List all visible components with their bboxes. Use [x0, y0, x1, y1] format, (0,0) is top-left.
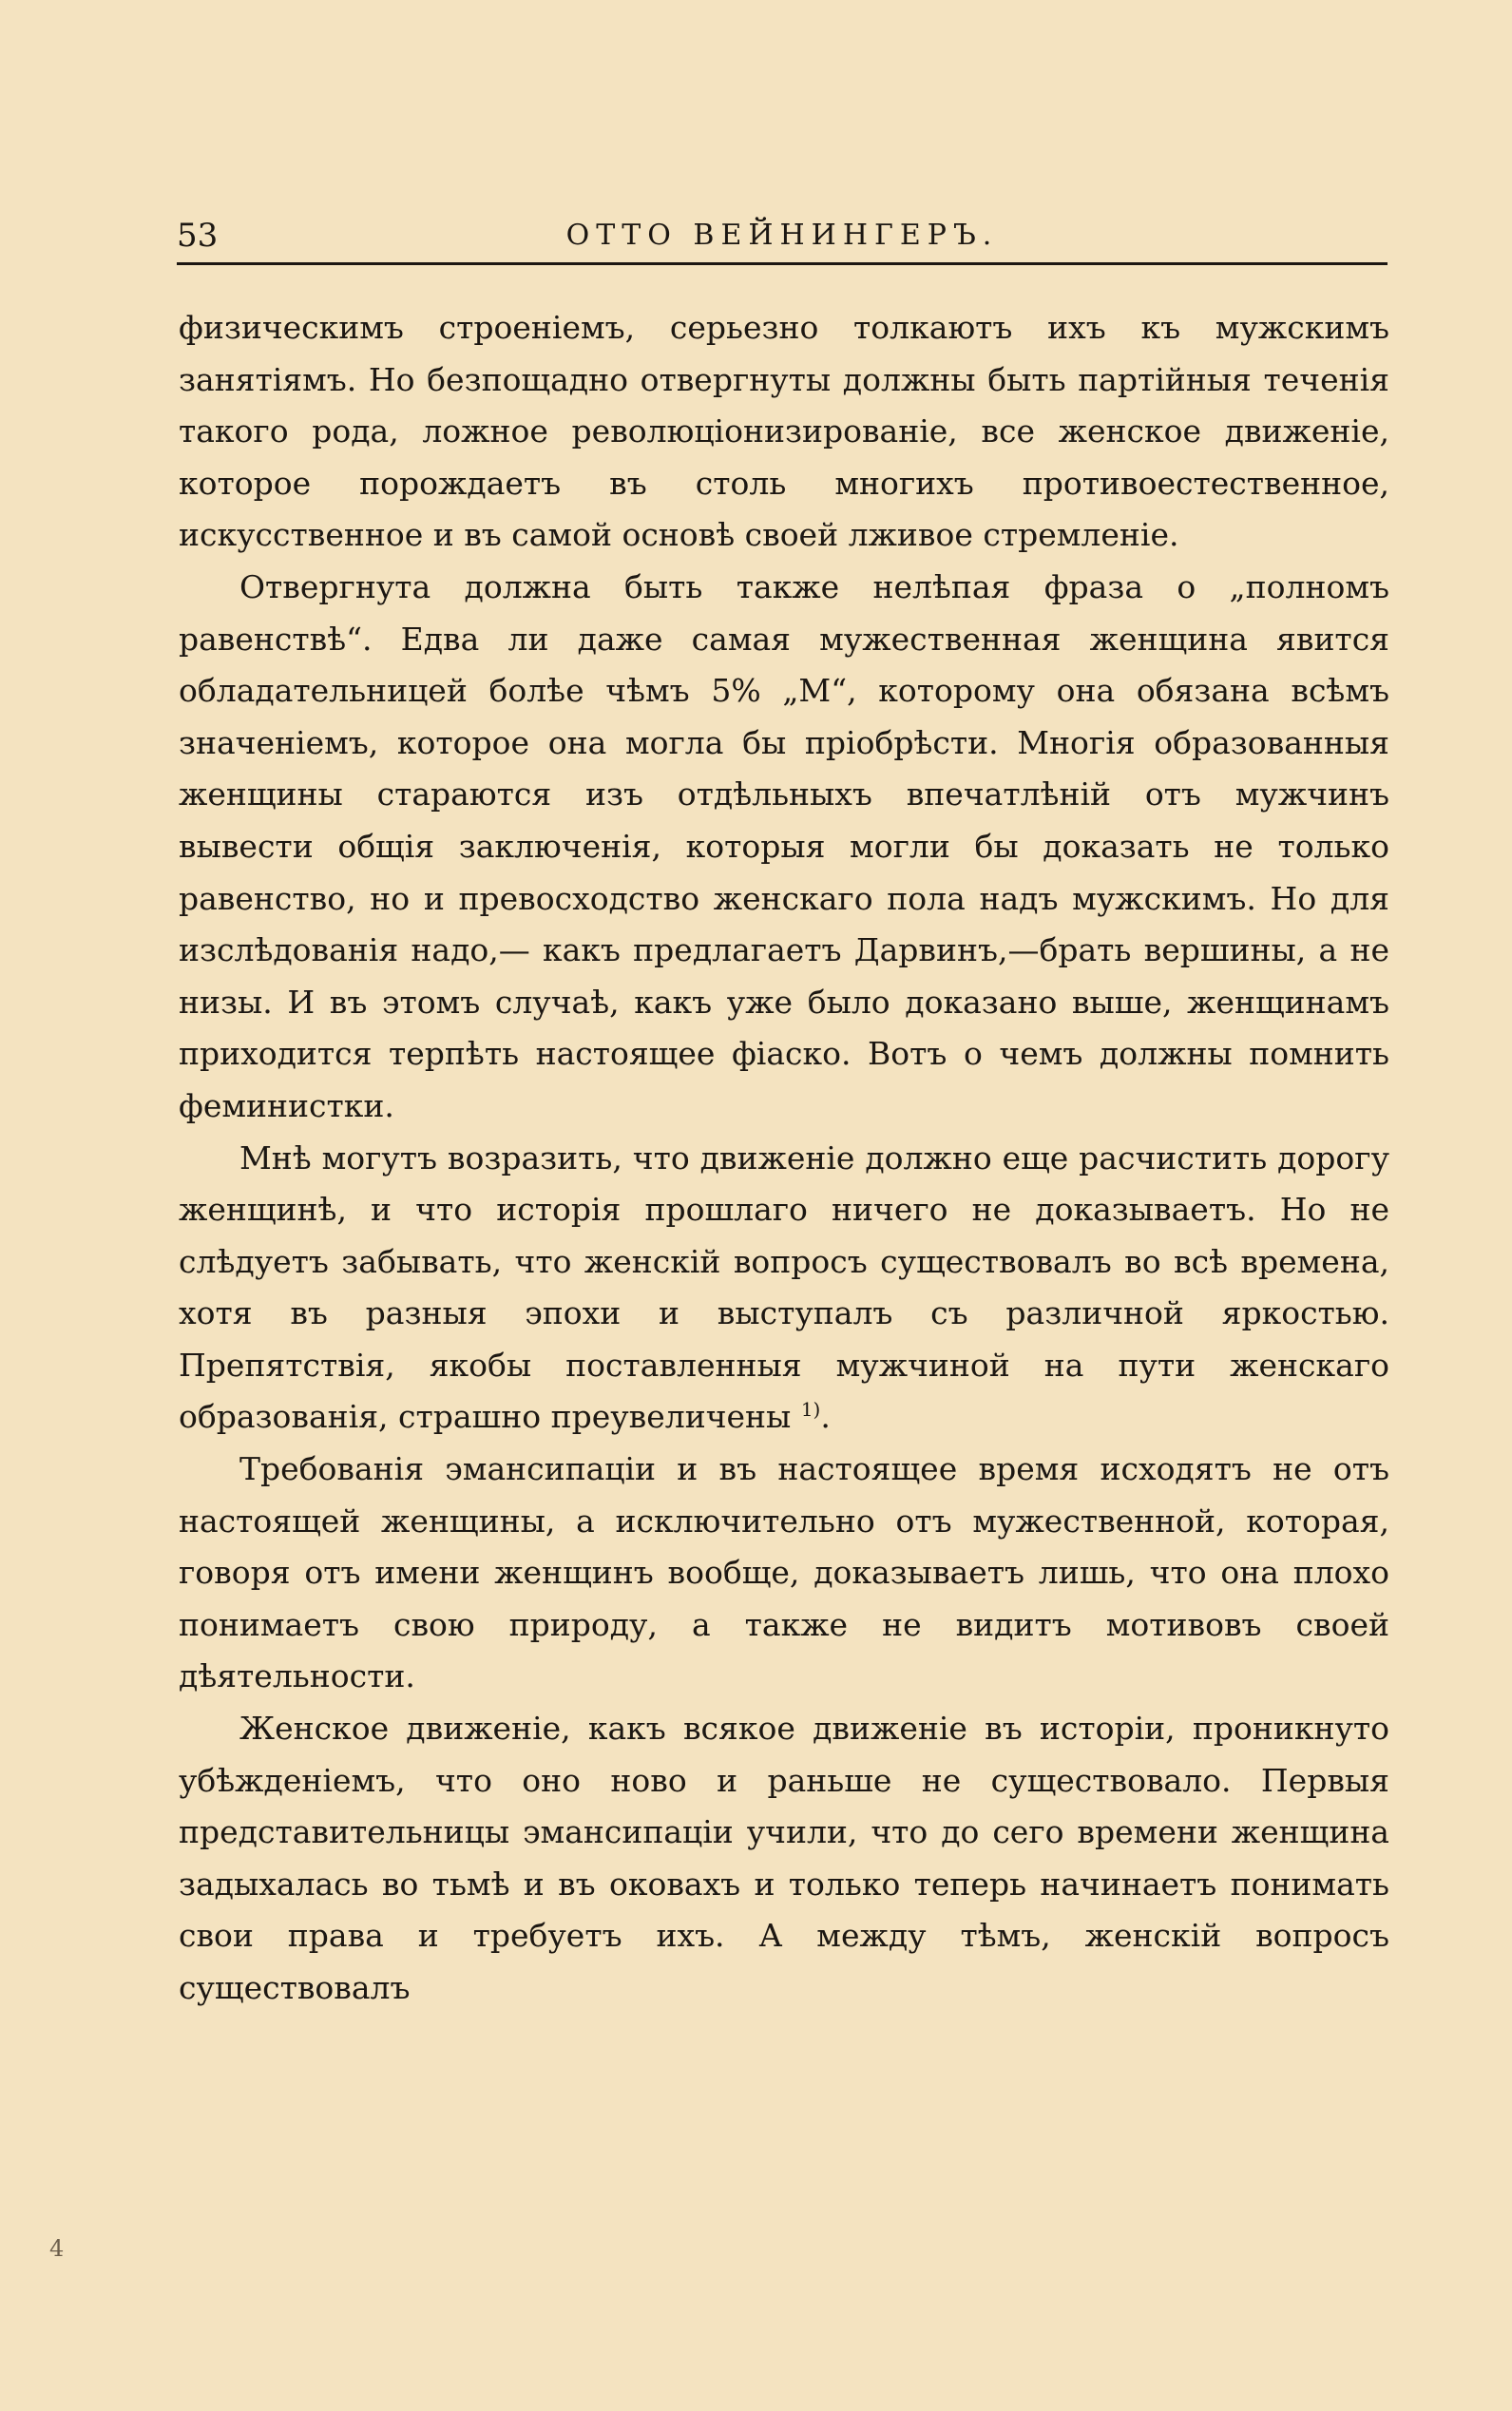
- paragraph-2: Отвергнута должна быть также нелѣпая фраза о „полномъ равенствѣ“. Едва ли даже самая мужественная женщина явится обладательницей болѣе чѣмъ 5% „М“, которому она обязана всѣмъ значеніемъ, которое она могла бы пріобрѣсти. Многія образованныя женщины стараются изъ отдѣльныхъ впечатлѣній отъ мужчинъ вывести общія заключенія, которыя могли бы доказать не только равенство, но и превосходство женскаго пола надъ мужскимъ. Но для изслѣдованія надо,— какъ предлагаетъ Дарвинъ,—брать вершины, а не низы. И въ этомъ случаѣ, какъ уже было доказано выше, женщинамъ приходится терпѣть настоящее фіаско. Вотъ о чемъ должны помнить феминистки.: [179, 567, 1389, 1124]
- paragraph-4: Требованія эмансипаціи и въ настоящее время исходятъ не отъ настоящей женщины, а исключительно отъ мужественной, которая, говоря отъ имени женщинъ вообще, доказываетъ лишь, что она плохо понимаетъ свою природу, а также не видитъ мотивовъ своей дѣятельности.: [179, 1450, 1389, 1695]
- paragraph-5: Женское движеніе, какъ всякое движеніе въ исторіи, проникнуто убѣжденіемъ, что оно ново и раньше не существовало. Первыя представительницы эмансипаціи учили, что до сего времени женщина задыхалась во тьмѣ и въ оковахъ и только теперь начинаетъ понимать свои права и требуетъ ихъ. А между тѣмъ, женскій вопросъ существовалъ: [179, 1710, 1389, 2006]
- running-title: ОТТО ВЕЙНИНГЕРЪ.: [565, 219, 999, 252]
- paragraph-1: физическимъ строеніемъ, серьезно толкаютъ ихъ къ мужскимъ занятіямъ. Но безпощадно отвергнуты должны быть партійныя теченія такого рода, ложное революціонизированіе, все женское движеніе, которое порождаетъ въ столь многихъ противоестественное, искусственное и въ самой основѣ своей лживое стремленіе.: [179, 309, 1389, 554]
- page-number: 53: [177, 217, 219, 255]
- footnote-reference: 1): [800, 1398, 821, 1422]
- paragraph-3: Мнѣ могутъ возразить, что движеніе должно еще расчистить дорогу женщинѣ, и что исторія прошлаго ничего не доказываетъ. Но не слѣдуетъ забывать, что женскій вопросъ существовалъ во всѣ времена, хотя въ разныя эпохи и выступалъ съ различной яркостью. Препятствія, якобы поставленныя мужчиной на пути женскаго образованія, страшно преувеличены $^{1)}$.: [179, 1139, 1389, 1436]
- header-rule: [177, 262, 1388, 265]
- body-text: [179, 302, 1389, 2015]
- margin-mark: 4: [49, 2235, 65, 2262]
- paragraph-3-text: Мнѣ могутъ возразить, что движеніе должно еще расчистить дорогу женщинѣ, и что исторія прошлаго ничего не доказываетъ. Но не слѣдуетъ забывать, что женскій вопросъ существовалъ во всѣ времена, хотя въ разныя эпохи и выступалъ съ различной яркостью. Препятствія, якобы поставленныя мужчиной на пути женскаго образованія, страшно преувеличены: [179, 1139, 1389, 1436]
- page-header: [177, 215, 1388, 257]
